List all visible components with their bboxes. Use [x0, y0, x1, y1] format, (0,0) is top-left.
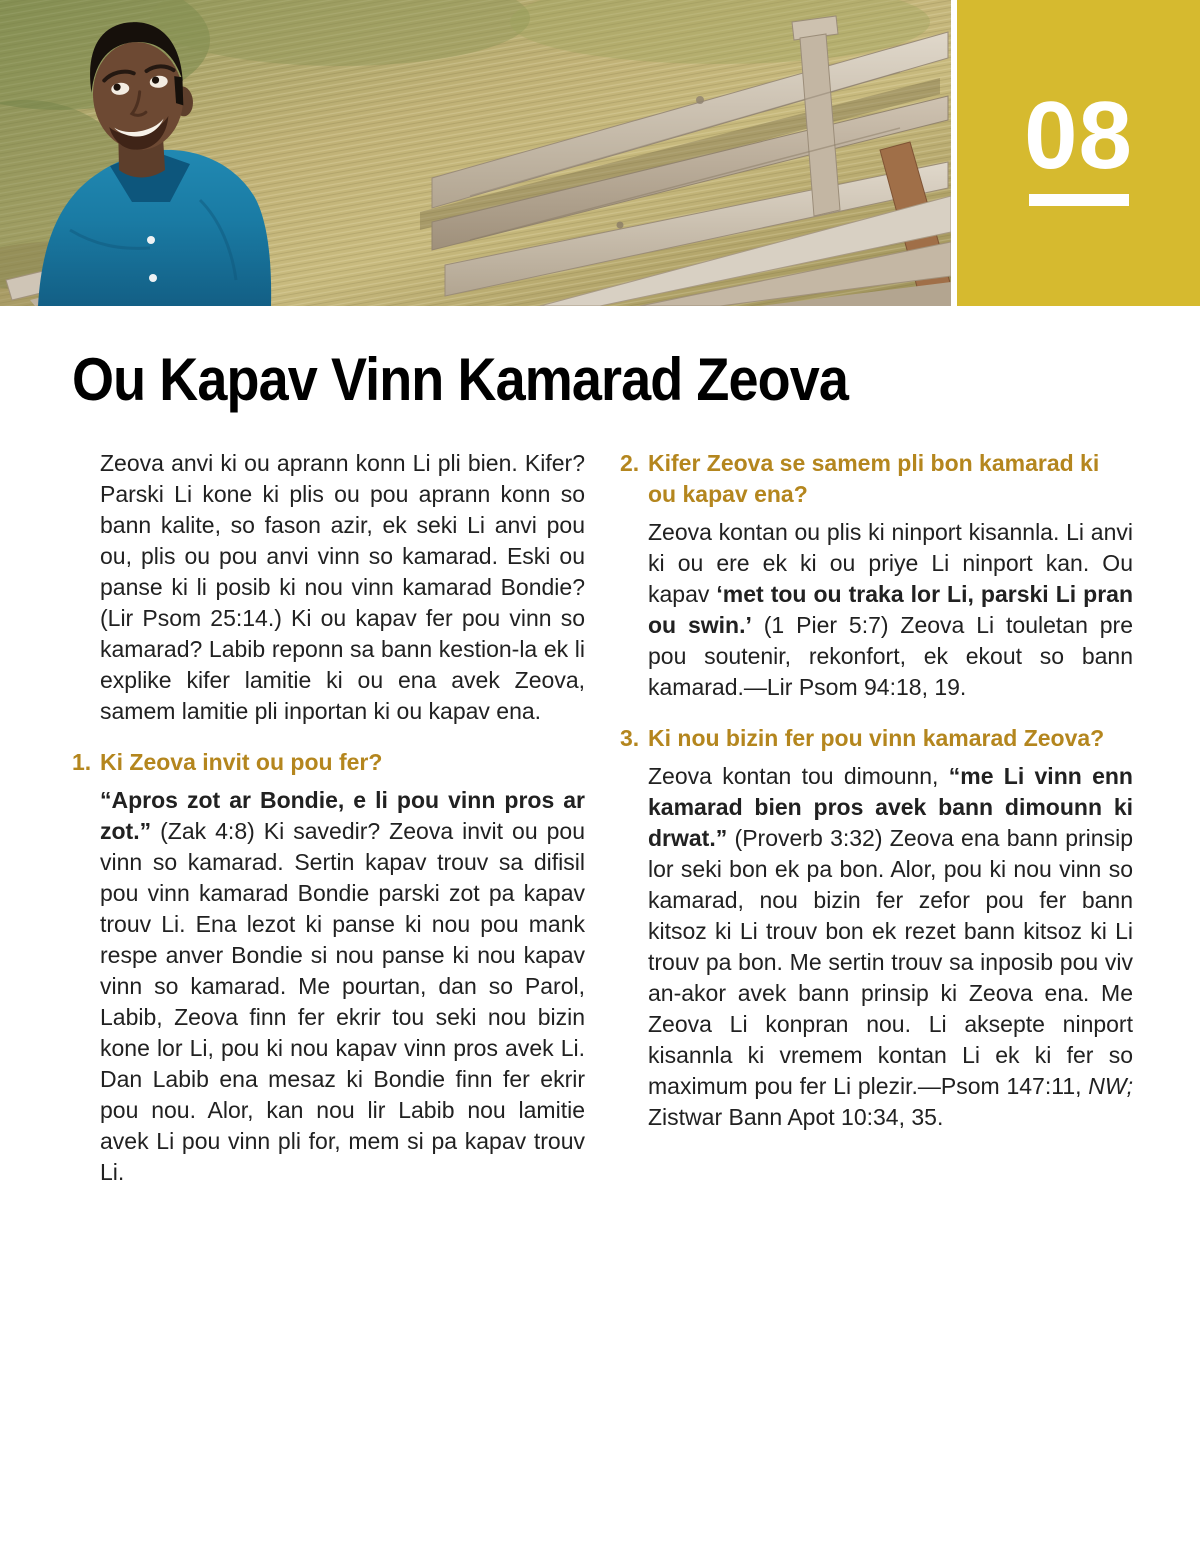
lesson-number-badge: [957, 0, 1200, 306]
article-body: [72, 448, 1133, 1188]
lesson-number-underline: [1029, 194, 1129, 206]
question-3-heading: [620, 723, 1133, 754]
answer-1-paragraph: “Apros zot ar Bondie, e li pou vinn pros ar zot.” (Zak 4:8) Ki savedir? Zeova invit ou pou vinn so kamarad. Sertin kapav trouv sa difisil pou vinn kamarad Bondie parski zot pa kapav trouv Li. Ena lezot ki panse ki nou pou mank respe anver Bondie si nou panse ki nou kapav vinn so kamarad. Me pourtan, dan so Parol, Labib, Zeova finn fer ekrir tou seki nou bizin kone lor Li, pou ki nou kapav vinn pros avek Li. Dan Labib ena mesaz ki Bondie finn fer ekrir pou nou. Alor, kan nou lir Labib nou lamitie avek Li pou vinn pli for, mem si pa kapav trouv Li.: [100, 787, 585, 1185]
answer-2-paragraph: Zeova kontan ou plis ki ninport kisannla. Li anvi ki ou ere ek ki ou priye Li ninport kan. Ou kapav ‘met tou ou traka lor Li, parski Li pran ou swin.’ (1 Pier 5:7) Zeova Li touletan pre pou soutenir, rekonfort, ek ekout so bann kamarad.—Lir Psom 94:18, 19.: [648, 519, 1133, 700]
intro-paragraph: Zeova anvi ki ou aprann konn Li pli bien. Kifer? Parski Li kone ki plis ou pou aprann konn so bann kalite, so fason azir, ek seki Li anvi pou ou, plis ou pou anvi vinn so kamarad. Eski ou panse ki li posib ki nou vinn kamarad Bondie? (Lir Psom 25:14.) Ki ou kapav fer pou vinn so kamarad? Labib reponn sa bann kestion-la ek li explike kifer lamitie ki ou ena avek Zeova, samem lamitie pli inportan ki ou kapav ena.: [100, 450, 585, 724]
hero-photo: [0, 0, 951, 306]
section-3: [620, 723, 1133, 1133]
left-column: [72, 448, 585, 1188]
section-1: [72, 747, 585, 1188]
question-2-number: 2.: [620, 450, 640, 476]
page-title: Ou Kapav Vinn Kamarad Zeova: [72, 346, 848, 413]
question-3-number: 3.: [620, 725, 640, 751]
right-column: [620, 448, 1133, 1188]
question-3-text: Ki nou bizin fer pou vinn kamarad Zeova?: [648, 725, 1105, 751]
hero-photo-illustration: [0, 0, 951, 306]
question-1-number: 1.: [72, 749, 92, 775]
question-1-text: Ki Zeova invit ou pou fer?: [100, 749, 383, 775]
question-2-text: Kifer Zeova se samem pli bon kamarad ki ou kapav ena?: [648, 450, 1100, 507]
question-1-heading: [72, 747, 585, 778]
question-2-heading: [620, 448, 1133, 510]
section-2: [620, 448, 1133, 703]
lesson-number: 08: [1024, 82, 1133, 189]
answer-3-paragraph: Zeova kontan tou dimounn, “me Li vinn enn kamarad bien pros avek bann dimounn ki drwat.” (Proverb 3:32) Zeova ena bann prinsip lor seki bon ek pa bon. Alor, pou ki nou vinn so kamarad, nou bizin fer zefor pou fer bann kitsoz ki Li trouv bon ek rezet bann kitsoz ki Li trouv pa bon. Me sertin trouv sa inposib pou viv an-akor avek bann prinsip ki Zeova ena. Me Zeova Li konpran nou. Li aksepte ninport kisannla ki vremem kontan Li ek ki fer so maximum pou fer Li plezir.—Psom 147:11, NW; Zistwar Bann Apot 10:34, 35.: [648, 763, 1133, 1130]
hero-banner: [0, 0, 1200, 306]
